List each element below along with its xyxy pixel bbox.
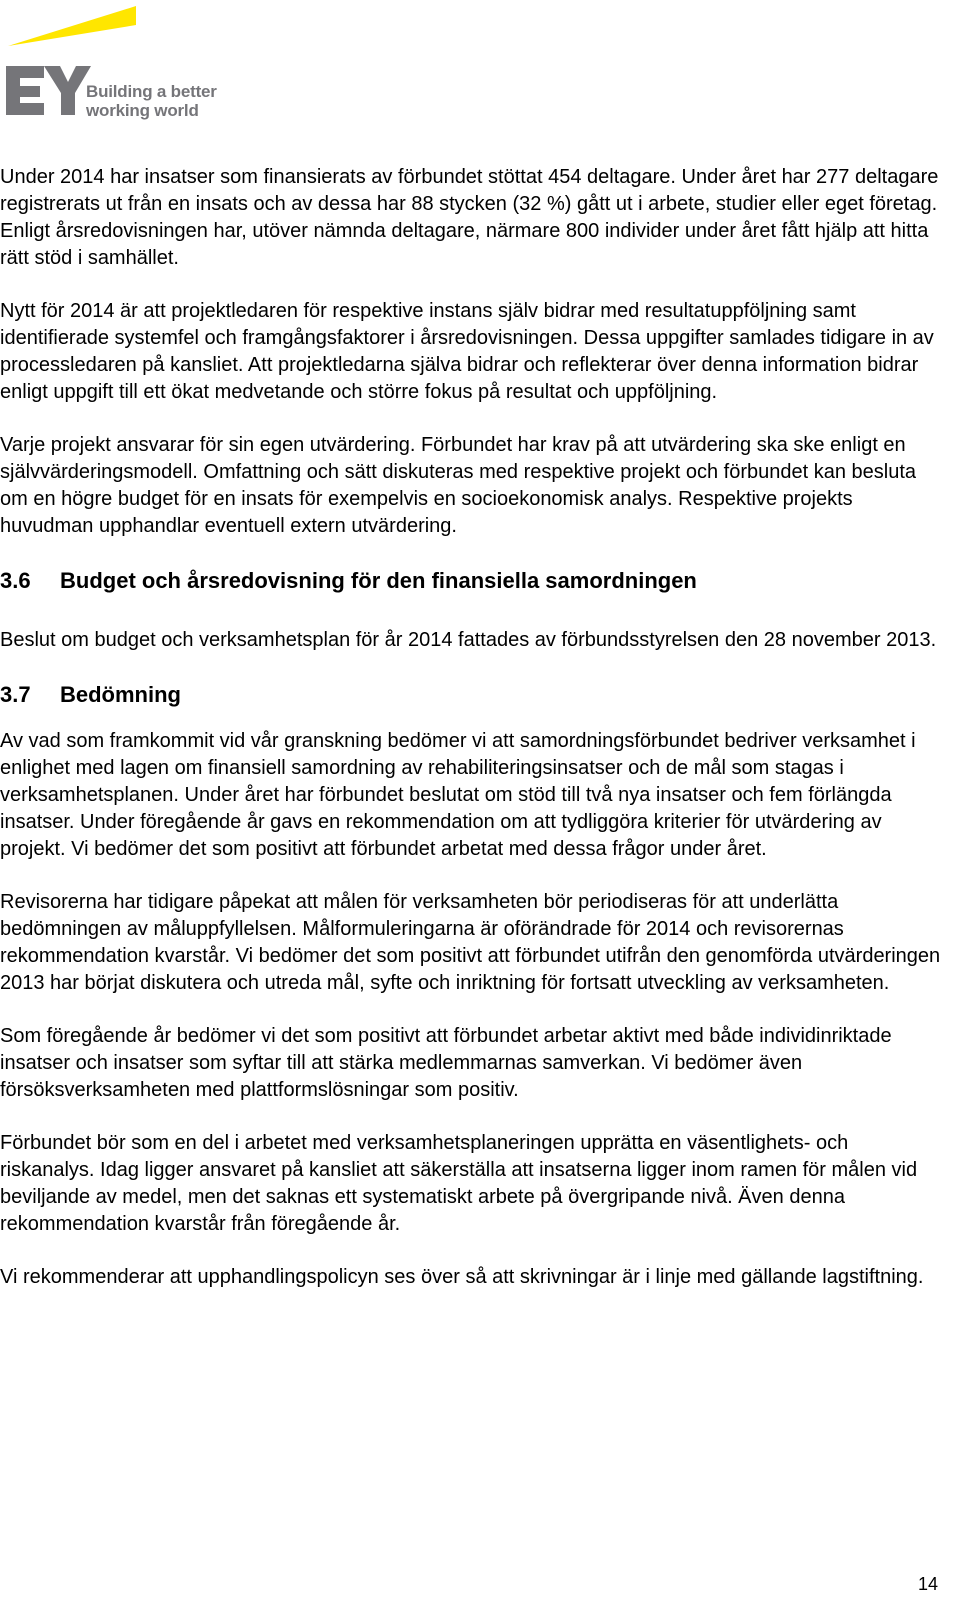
paragraph-positive: Som föregående år bedömer vi det som positivt att förbundet arbetar aktivt med både individinriktade insatser och insatser som syftar till att stärka medlemmarnas samverkan. Vi bedömer även försöksverksamheten med plattformslösningar som positiv. xyxy=(0,1025,892,1101)
page-number: 14 xyxy=(917,1574,938,1594)
heading-3-7-number: 3.7 xyxy=(0,682,31,707)
ey-logo-beam xyxy=(8,6,136,46)
heading-3-6 xyxy=(0,566,945,596)
ey-logo xyxy=(0,0,230,125)
heading-3-6-number: 3.6 xyxy=(0,568,31,593)
paragraph-assessment: Av vad som framkommit vid vår granskning bedömer vi att samordningsförbundet bedriver verksamhet i enlighet med lagen om finansiell samordning av rehabiliteringsinsatser och de mål som stagas i verksamhetsplanen. Under året har förbundet beslutat om stöd till två nya insatser och fem förlängda insatser. Under föregående år gavs en rekommendation om att tydliggöra kriterier för utvärdering av projekt. Vi bedömer det som positivt att förbundet arbetat med dessa frågor under året. xyxy=(0,730,916,860)
paragraph-participants: Under 2014 har insatser som finansierats av förbundet stöttat 454 deltagare. Under året har 277 deltagare registrerats ut från en insats och av dessa har 88 stycken (32 %) gått ut i arbete, studier eller eget företag. Enligt årsredovisningen har, utöver nämnda deltagare, närmare 800 individer under året fått hjälp att hitta rätt stöd i samhället. xyxy=(0,166,939,269)
ey-logo-tagline xyxy=(86,82,217,120)
heading-3-7 xyxy=(0,680,945,710)
heading-3-7-title: Bedömning xyxy=(60,682,181,707)
paragraph-project-leaders: Nytt för 2014 är att projektledaren för respektive instans själv bidrar med resultatuppföljning samt identifierade systemfel och framgångsfaktorer i årsredovisningen. Dessa uppgifter samlades tidigare in av processledaren på kansliet. Att projektledarna själva bidrar och reflekterar över denna information bidrar enligt uppgift till ett ökat medvetande och större fokus på resultat och uppföljning. xyxy=(0,300,934,403)
ey-tagline-line1: Building a better xyxy=(86,82,217,101)
ey-logo-letters xyxy=(6,66,91,115)
paragraph-risk-analysis: Förbundet bör som en del i arbetet med verksamhetsplaneringen upprätta en väsentlighets- och riskanalys. Idag ligger ansvaret på kansliet att säkerställa att insatserna ligger inom ramen för målen vid beviljande av medel, men det saknas ett systematiskt arbete på övergripande nivå. Även denna rekommendation kvarstår från föregående år. xyxy=(0,1132,918,1235)
paragraph-budget: Beslut om budget och verksamhetsplan för år 2014 fattades av förbundsstyrelsen den 28 november 2013. xyxy=(0,629,937,651)
heading-3-6-title: Budget och årsredovisning för den finansiella samordningen xyxy=(60,568,697,593)
paragraph-evaluation: Varje projekt ansvarar för sin egen utvärdering. Förbundet har krav på att utvärdering ska ske enligt en självvärderingsmodell. Omfattning och sätt diskuteras med respektive projekt och förbundet kan besluta om en högre budget för en insats för exempelvis en socioekonomisk analys. Respektive projekts huvudman upphandlar eventuell extern utvärdering. xyxy=(0,434,917,537)
document-body xyxy=(0,164,945,1317)
paragraph-goals: Revisorerna har tidigare påpekat att målen för verksamheten bör periodiseras för att underlätta bedömningen av måluppfyllelsen. Målformuleringarna är oförändrade för 2014 och revisorernas rekommendation kvarstår. Vi bedömer det som positivt att förbundet utifrån den genomförda utvärderingen 2013 har börjat diskutera och utreda mål, syfte och inriktning för fortsatt utveckling av verksamheten. xyxy=(0,891,941,994)
ey-tagline-line2: working world xyxy=(86,101,199,120)
paragraph-procurement: Vi rekommenderar att upphandlingspolicyn ses över så att skrivningar är i linje med gällande lagstiftning. xyxy=(0,1266,924,1288)
